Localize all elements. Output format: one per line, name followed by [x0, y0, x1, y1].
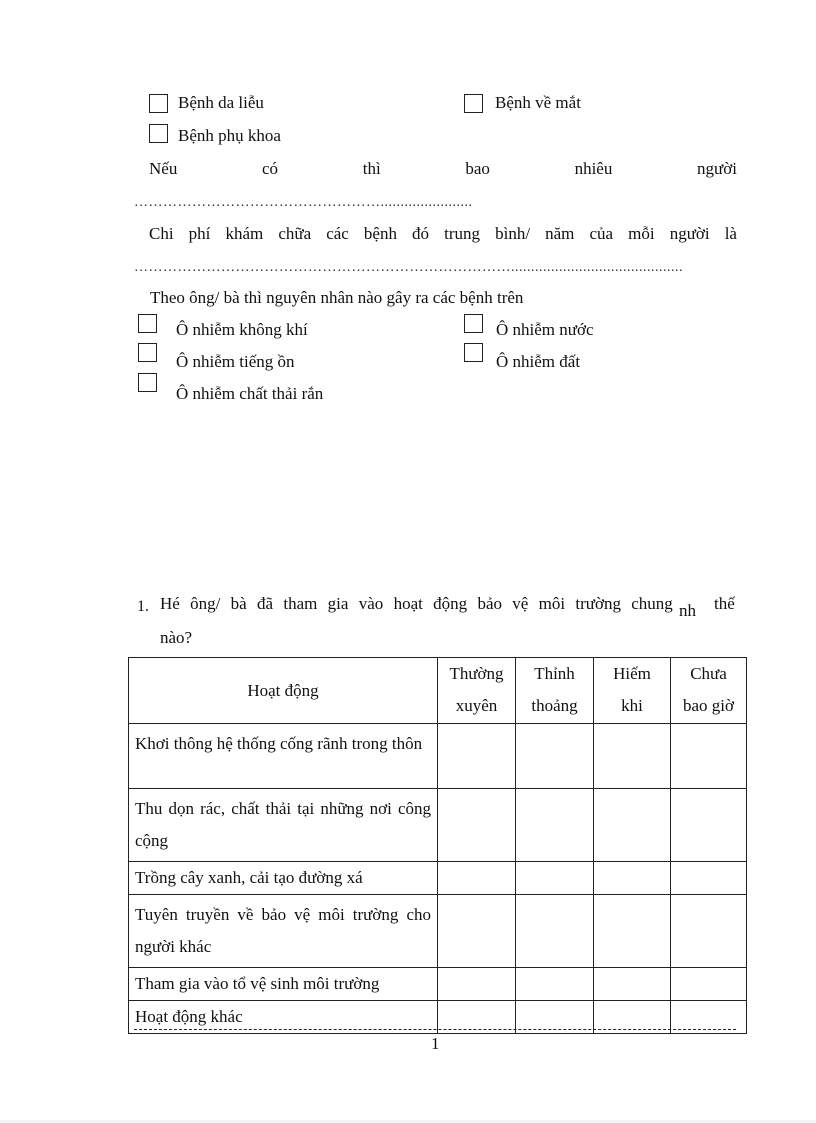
cost-word: đó — [412, 224, 430, 243]
count-answer-blank[interactable]: ……………………………………………....................... — [134, 196, 473, 210]
table-row — [129, 724, 747, 789]
q1-word: vệ — [512, 594, 529, 613]
count-word: có — [262, 159, 279, 178]
header-line: thoảng — [531, 696, 578, 715]
label-benh-ve-mat: Bệnh về mắt — [495, 93, 581, 112]
q1-word: bảo — [477, 594, 502, 613]
header-line: Thường — [449, 664, 504, 683]
cost-answer-blank[interactable]: ……………………………………………………………………........................................... — [134, 261, 683, 275]
activity-cell: Tuyên truyền về bảo vệ môi trường cho người khác — [129, 895, 438, 968]
header-frequency — [594, 658, 671, 724]
count-word: Nếu — [149, 159, 178, 178]
checkbox-benh-da-lieu[interactable] — [149, 94, 168, 113]
answer-cell[interactable] — [594, 968, 671, 1001]
answer-cell[interactable] — [594, 862, 671, 895]
answer-cell[interactable] — [516, 968, 594, 1001]
answer-cell[interactable] — [671, 724, 747, 789]
count-question — [149, 159, 737, 179]
footer-divider — [134, 1029, 736, 1030]
q1-word: vào — [358, 594, 384, 613]
cost-word: bệnh — [363, 224, 397, 243]
count-word: bao — [465, 159, 490, 178]
header-line: Thỉnh — [534, 664, 575, 683]
checkbox-o-nhiem-nuoc[interactable] — [464, 314, 483, 333]
checkbox-o-nhiem-khong-khi[interactable] — [138, 314, 157, 333]
cost-word: khám — [225, 224, 264, 243]
header-frequency — [438, 658, 516, 724]
answer-cell[interactable] — [671, 968, 747, 1001]
q1-word: bà — [230, 594, 247, 613]
activity-cell: Thu dọn rác, chất thải tại những nơi công cộng — [129, 789, 438, 862]
cost-word: của — [589, 224, 614, 243]
cost-word: là — [724, 224, 737, 243]
answer-cell[interactable] — [516, 789, 594, 862]
answer-cell[interactable] — [671, 895, 747, 968]
cost-word: bình/ — [495, 224, 531, 243]
page-number: 1 — [431, 1034, 440, 1053]
activity-cell: Tham gia vào tổ vệ sinh môi trường — [129, 968, 438, 1001]
answer-cell[interactable] — [594, 724, 671, 789]
cost-word: người — [669, 224, 710, 243]
q1-word: Hé — [160, 594, 180, 613]
label-benh-da-lieu: Bệnh da liễu — [178, 93, 264, 112]
header-frequency — [516, 658, 594, 724]
answer-cell[interactable] — [671, 789, 747, 862]
q1-word: chung — [631, 594, 673, 613]
checkbox-o-nhiem-chat-thai-ran[interactable] — [138, 373, 157, 392]
cost-word: năm — [545, 224, 575, 243]
table-row — [129, 862, 747, 895]
q1-word: đã — [257, 594, 274, 613]
answer-cell[interactable] — [594, 895, 671, 968]
label-benh-phu-khoa: Bệnh phụ khoa — [178, 126, 281, 145]
cause-question: Theo ông/ bà thì nguyên nhân nào gây ra các bệnh trên — [150, 288, 524, 307]
header-line: Chưa — [690, 664, 727, 683]
label-o-nhiem-dat: Ô nhiễm đất — [496, 352, 581, 371]
header-line: bao giờ — [682, 696, 734, 715]
activity-cell: Khơi thông hệ thống cống rãnh trong thôn — [129, 724, 438, 789]
question1-sub: nh — [679, 601, 696, 620]
count-word: người — [697, 159, 737, 178]
table-row — [129, 895, 747, 968]
q1-word: gia — [327, 594, 349, 613]
cost-word: các — [326, 224, 349, 243]
checkbox-benh-ve-mat[interactable] — [464, 94, 483, 113]
q1-word: môi — [538, 594, 566, 613]
answer-cell[interactable] — [516, 724, 594, 789]
label-o-nhiem-chat-thai-ran: Ô nhiễm chất thải rắn — [176, 384, 324, 403]
question1-end: thế — [714, 594, 735, 613]
count-word: nhiêu — [574, 159, 613, 178]
cost-word: trung — [444, 224, 481, 243]
header-line: xuyên — [455, 696, 498, 715]
checkbox-benh-phu-khoa[interactable] — [149, 124, 168, 143]
activity-cell: Hoạt động khác — [129, 1001, 438, 1034]
answer-cell[interactable] — [438, 862, 516, 895]
header-frequency — [671, 658, 747, 724]
answer-cell[interactable] — [516, 862, 594, 895]
checkbox-o-nhiem-tieng-on[interactable] — [138, 343, 157, 362]
q1-word: ông/ — [190, 594, 221, 613]
label-o-nhiem-khong-khi: Ô nhiễm không khí — [176, 320, 308, 339]
question1-line2: nào? — [160, 628, 193, 647]
answer-cell[interactable] — [438, 968, 516, 1001]
q1-word: trường — [575, 594, 621, 613]
cost-word: phí — [188, 224, 211, 243]
question-number: 1. — [137, 598, 149, 615]
table-header-row — [129, 658, 747, 724]
header-line: Hiếm — [613, 664, 651, 683]
q1-word: động — [433, 594, 468, 613]
table-row — [129, 968, 747, 1001]
header-line: khi — [621, 696, 643, 715]
cost-word: mỗi — [628, 224, 655, 243]
label-o-nhiem-tieng-on: Ô nhiễm tiếng ồn — [176, 352, 295, 371]
cost-word: chữa — [278, 224, 312, 243]
activity-cell: Trồng cây xanh, cải tạo đường xá — [129, 862, 438, 895]
label-o-nhiem-nuoc: Ô nhiễm nước — [496, 320, 594, 339]
answer-cell[interactable] — [671, 862, 747, 895]
answer-cell[interactable] — [516, 895, 594, 968]
answer-cell[interactable] — [438, 789, 516, 862]
cost-question — [149, 224, 737, 244]
checkbox-o-nhiem-dat[interactable] — [464, 343, 483, 362]
activity-table — [128, 657, 747, 1034]
question1-line1 — [160, 594, 673, 614]
q1-word: tham — [283, 594, 318, 613]
table-row — [129, 789, 747, 862]
q1-word: hoạt — [393, 594, 423, 613]
header-activity: Hoạt động — [129, 658, 438, 724]
answer-cell[interactable] — [594, 789, 671, 862]
answer-cell[interactable] — [438, 895, 516, 968]
count-word: thì — [362, 159, 381, 178]
answer-cell[interactable] — [438, 724, 516, 789]
cost-word: Chi — [149, 224, 174, 243]
